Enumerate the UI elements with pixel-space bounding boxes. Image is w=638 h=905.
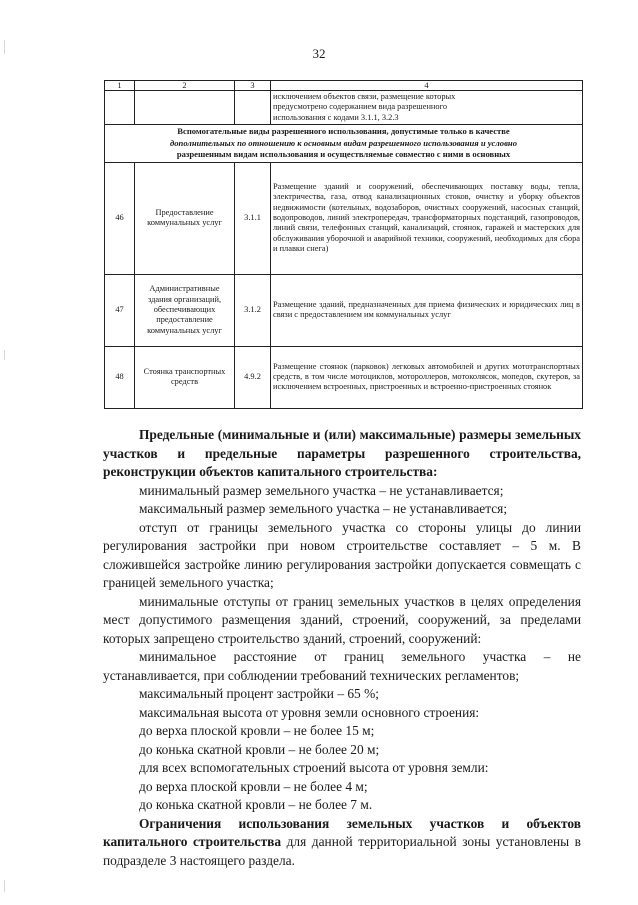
table-header-row [105,81,583,91]
paragraph: максимальная высота от уровня земли основного строения: [139,704,480,720]
paragraph: максимальный размер земельного участка – не устанавливается; [139,501,508,516]
row-number: 47 [105,274,135,346]
use-type-description: Размещение зданий, предназначенных для приема физических и юридических лиц в связи с предоставлением им коммунальных услуг [271,274,583,346]
paragraph: минимальные отступы от границ земельных участков в целях определения мест допустимого размещения зданий, строений, сооружений, за пределами которых запрещено строительство зданий, строений, сооружений: [103,593,581,646]
permitted-use-table [104,80,583,409]
use-type-name: Административные здания организаций, обеспечивающих предоставление коммунальных услуг [135,274,235,346]
column-number-2: 2 [135,81,235,91]
use-type-description: Размещение стоянок (парковок) легковых автомобилей и других мототранспортных средств, в том числе мотоциклов, мотороллеров, мотоколясок, мопедов, скутеров, за исключением встроенных, пристроенных и встроенно-пристроенных стоянок [271,346,583,408]
section-heading-row [105,125,583,163]
table-row [105,162,583,274]
table-row [105,274,583,346]
paragraph: до конька скатной кровли – не более 20 м; [139,741,380,757]
paragraph: минимальное расстояние от границ земельного участка – не устанавливается, при соблюдении требований технических регламентов; [103,649,581,683]
parameters-heading: Предельные (минимальные и (или) максимальные) размеры земельных участков и предельные параметры разрешенного строительства, реконструкции объектов капитального строительства: [103,427,581,479]
column-number-4: 4 [271,81,583,91]
section-heading: Вспомогательные виды разрешенного использования, допустимые только в качестве дополнительных по отношению к основным видам разрешенного использования и условно разрешенным видам использования и осуществляемые совместно с ними в основных [105,125,583,163]
continuation-description: исключением объектов связи, размещение которых предусмотрено содержанием вида разрешенного использования с кодами 3.1.1, 3.2.3 [271,91,583,125]
use-type-code: 4.9.2 [235,346,271,408]
column-number-3: 3 [235,81,271,91]
paragraph: отступ от границы земельного участка со стороны улицы до линии регулирования застройки при новом строительстве составляет – 5 м. В сложившейся застройке линию регулирования застройки допускается совмещать с границей земельного участка; [103,519,581,590]
scan-margin-mark [4,350,5,360]
table-row [105,346,583,408]
row-number: 46 [105,162,135,274]
use-type-name: Предоставление коммунальных услуг [135,162,235,274]
restrictions-heading: Ограничения использования земельных участков и объектов капитального строительства [103,815,581,849]
paragraph: для всех вспомогательных строений высота от уровня земли: [139,760,489,775]
page-number: 32 [312,46,326,61]
table-row-continuation [105,91,583,125]
use-type-code: 3.1.2 [235,274,271,346]
paragraph: минимальный размер земельного участка – не устанавливается; [139,482,504,498]
use-type-code: 3.1.1 [235,162,271,274]
scan-margin-mark [4,880,5,892]
use-type-description: Размещение зданий и сооружений, обеспечивающих поставку воды, тепла, электричества, газа, отвод канализационных стоков, очистку и уборку объектов недвижимости (котельных, водозаборов, очистных сооружений, насосных станций, водопроводов, линий электропередач, трансформаторных подстанций, газопроводов, линий связи, телефонных станций, канализаций, стоянок, гаражей и мастерских для обслуживания уборочной и аварийной техники, сооружений, необходимых для сбора и плавки снега) [271,162,583,274]
restrictions-text: для данной территориальной зоны установлены в подразделе 3 настоящего раздела. [103,834,582,868]
paragraph: до конька скатной кровли – не более 7 м. [139,797,373,812]
column-number-1: 1 [105,81,135,91]
paragraph: максимальный процент застройки – 65 %; [139,686,379,701]
use-type-name: Стоянка транспортных средств [135,346,235,408]
document-body [103,426,581,870]
restrictions-paragraph [103,815,581,871]
row-number: 48 [105,346,135,408]
paragraph: до верха плоской кровли – не более 4 м; [139,778,368,794]
paragraph: до верха плоской кровли – не более 15 м; [139,723,375,738]
